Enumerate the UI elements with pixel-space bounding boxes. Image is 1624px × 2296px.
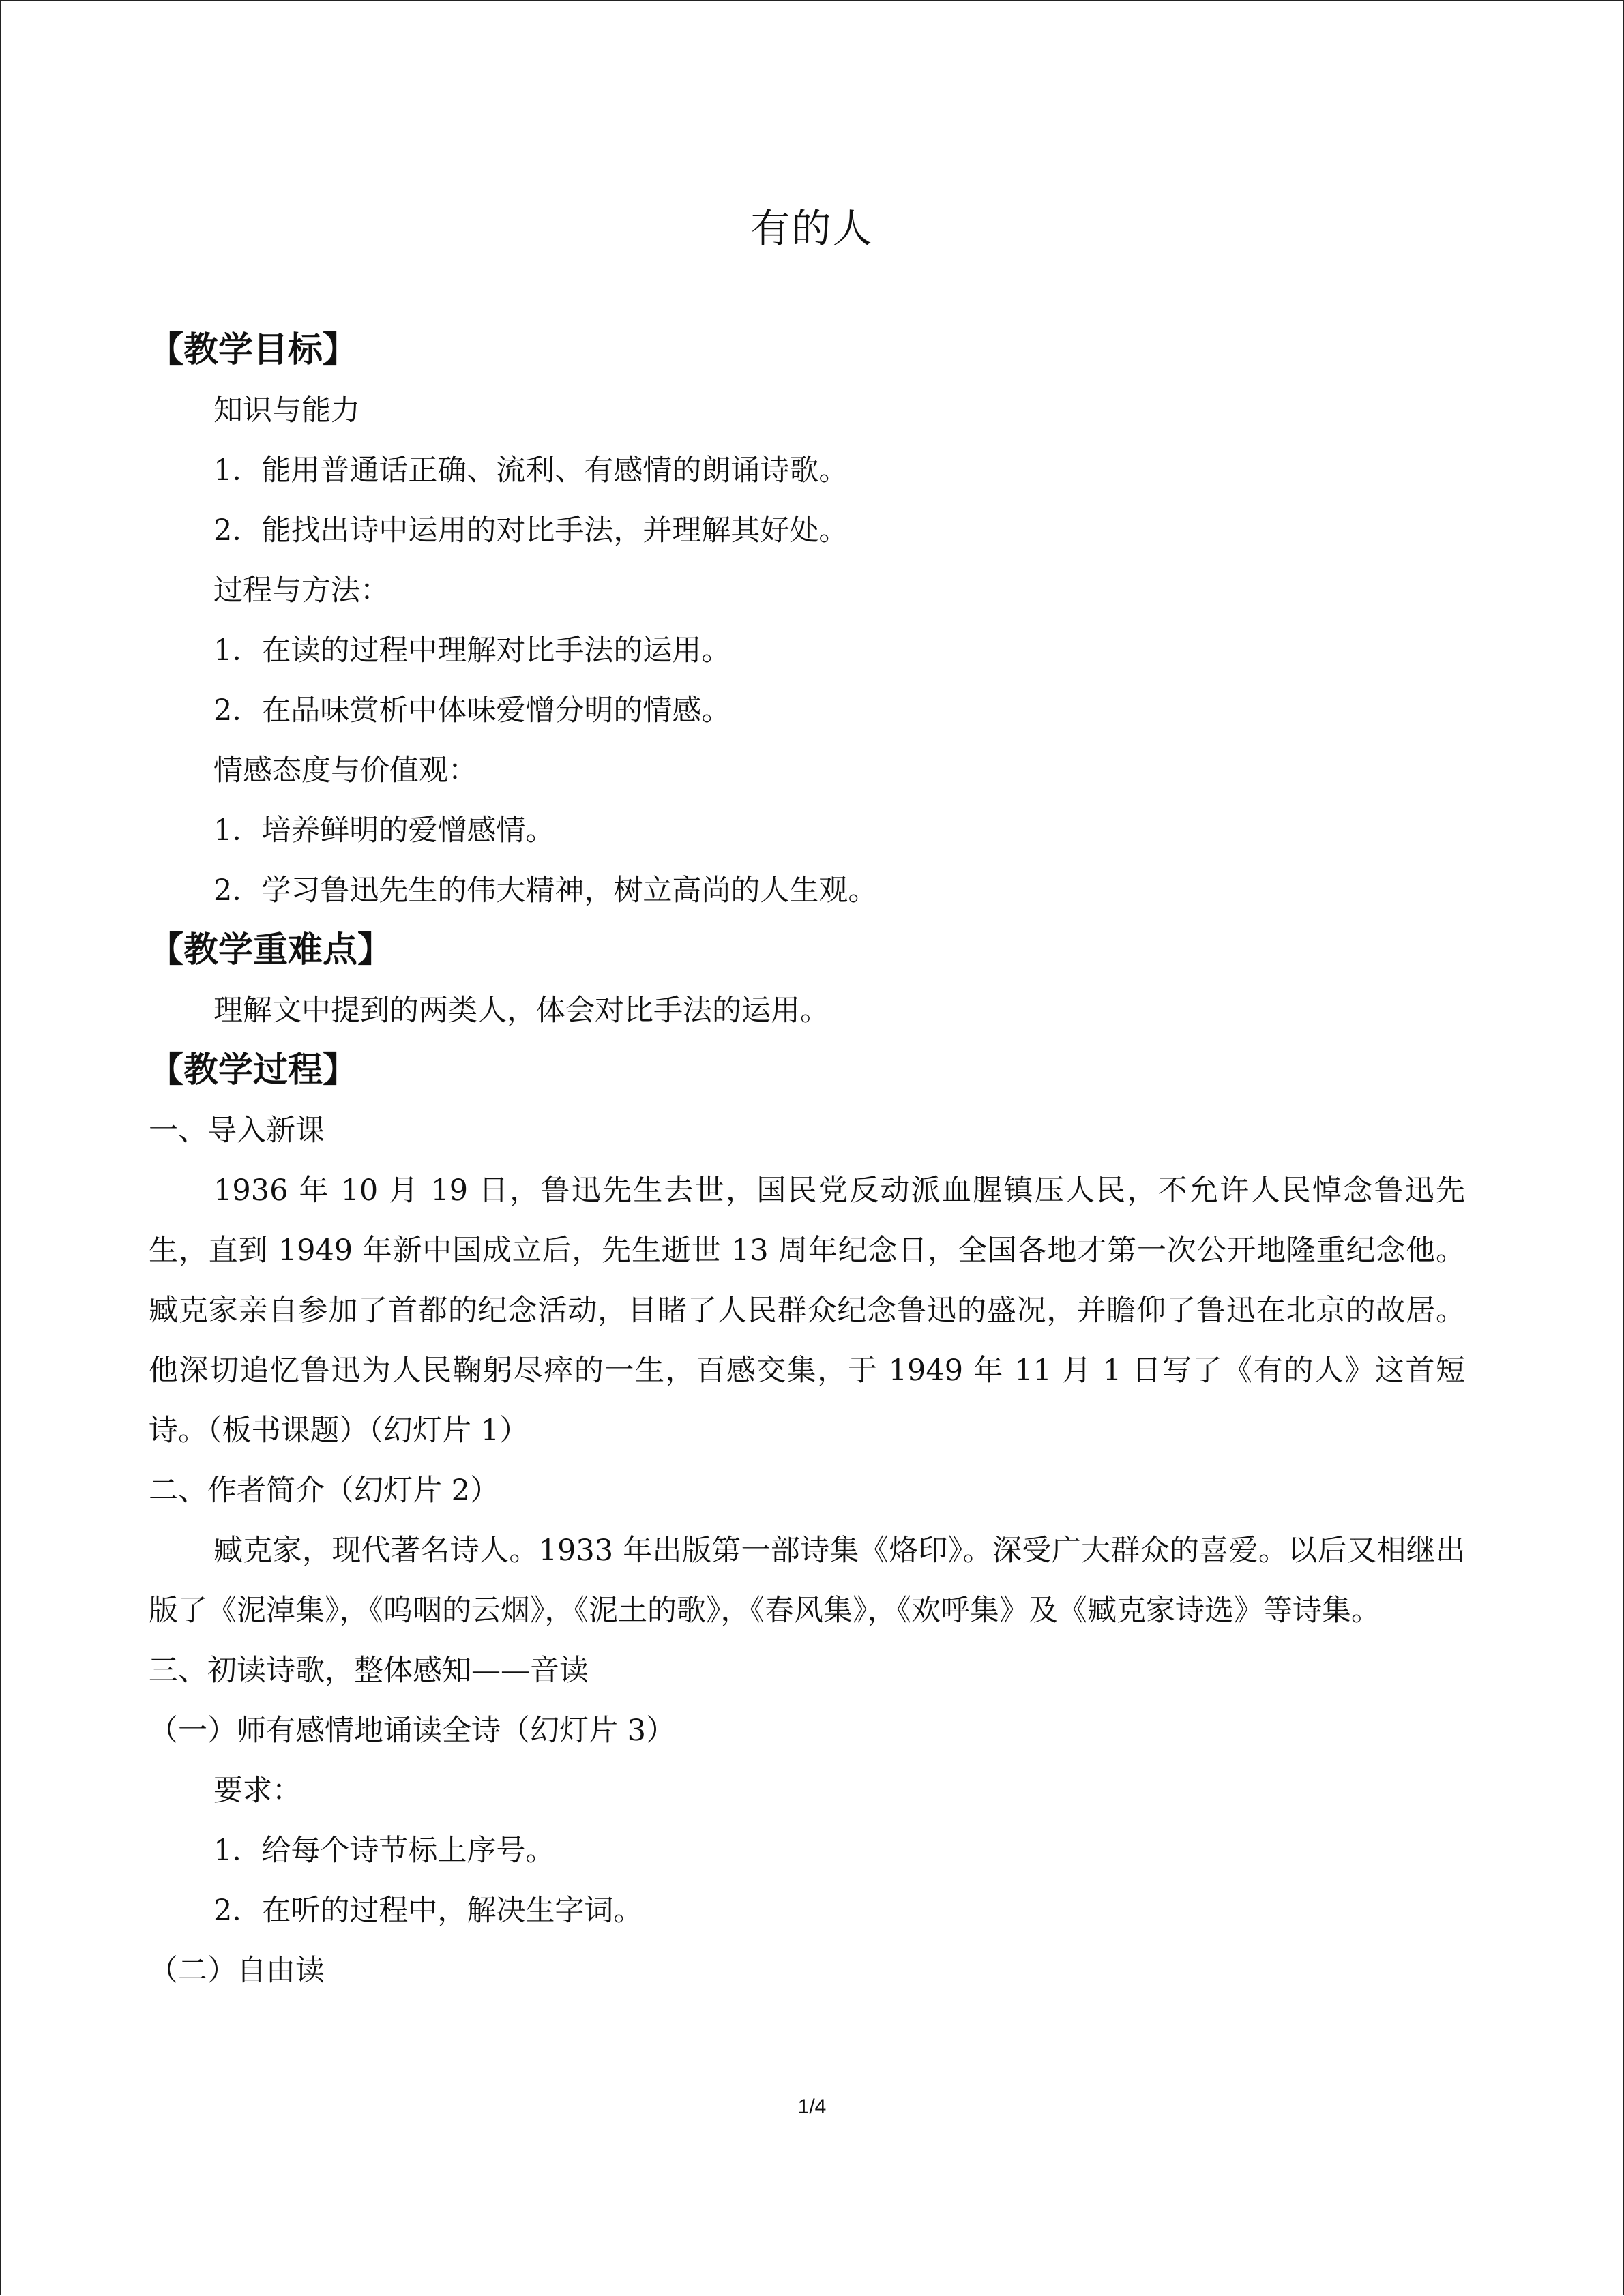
document-body (149, 320, 1465, 2001)
step1-paragraph: 1936 年 10 月 19 日，鲁迅先生去世，国民党反动派血腥镇压人民，不允许人民悼念鲁迅先生，直到 1949 年新中国成立后，先生逝世 13 周年纪念日，全国各地才第一次公开地隆重纪念他。臧克家亲自参加了首都的纪念活动，目睹了人民群众纪念鲁迅的盛况，并瞻仰了鲁迅在北京的故居。他深切追忆鲁迅为人民鞠躬尽瘁的一生，百感交集，于 1949 年 11 月 1 日写了《有的人》这首短诗。（板书课题）（幻灯片 1） (149, 1174, 1465, 1448)
process-item-2: 2．在品味赏析中体味爱憎分明的情感。 (213, 694, 731, 728)
key-points-heading: 【教学重难点】 (149, 930, 393, 970)
key-points-text: 理解文中提到的两类人，体会对比手法的运用。 (213, 994, 829, 1028)
teaching-process-heading: 【教学过程】 (149, 1050, 358, 1090)
process-item-1: 1．在读的过程中理解对比手法的运用。 (213, 633, 731, 668)
knowledge-item-1: 1．能用普通话正确、流利、有感情的朗诵诗歌。 (213, 453, 848, 488)
emotion-item-2: 2．学习鲁迅先生的伟大精神，树立高尚的人生观。 (213, 874, 878, 908)
step3-requirement-1: 1．给每个诗节标上序号。 (213, 1834, 555, 1868)
step1-title: 一、导入新课 (149, 1114, 325, 1148)
process-label: 过程与方法： (213, 573, 389, 608)
page-number: 1/4 (797, 2096, 827, 2118)
goals-heading: 【教学目标】 (149, 330, 358, 370)
knowledge-item-2: 2．能找出诗中运用的对比手法，并理解其好处。 (213, 513, 848, 548)
emotion-item-1: 1．培养鲜明的爱憎感情。 (213, 814, 555, 848)
step2-title: 二、作者简介（幻灯片 2） (149, 1474, 500, 1508)
step2-paragraph: 臧克家，现代著名诗人。1933 年出版第一部诗集《烙印》。深受广大群众的喜爱。以后又相继出版了《泥淖集》，《呜咽的云烟》，《泥土的歌》，《春风集》，《欢呼集》及《臧克家诗选》等诗集。 (149, 1534, 1465, 1628)
step3-sub2: （二）自由读 (149, 1954, 325, 1988)
step3-sub1: （一）师有感情地诵读全诗（幻灯片 3） (149, 1714, 676, 1748)
step3-requirement-2: 2．在听的过程中，解决生字词。 (213, 1894, 643, 1928)
emotion-label: 情感态度与价值观： (213, 754, 477, 788)
knowledge-label: 知识与能力 (213, 393, 360, 428)
page-title: 有的人 (750, 205, 874, 252)
step3-title: 三、初读诗歌，整体感知——音读 (149, 1654, 589, 1688)
step3-requirement-label: 要求： (213, 1774, 301, 1808)
